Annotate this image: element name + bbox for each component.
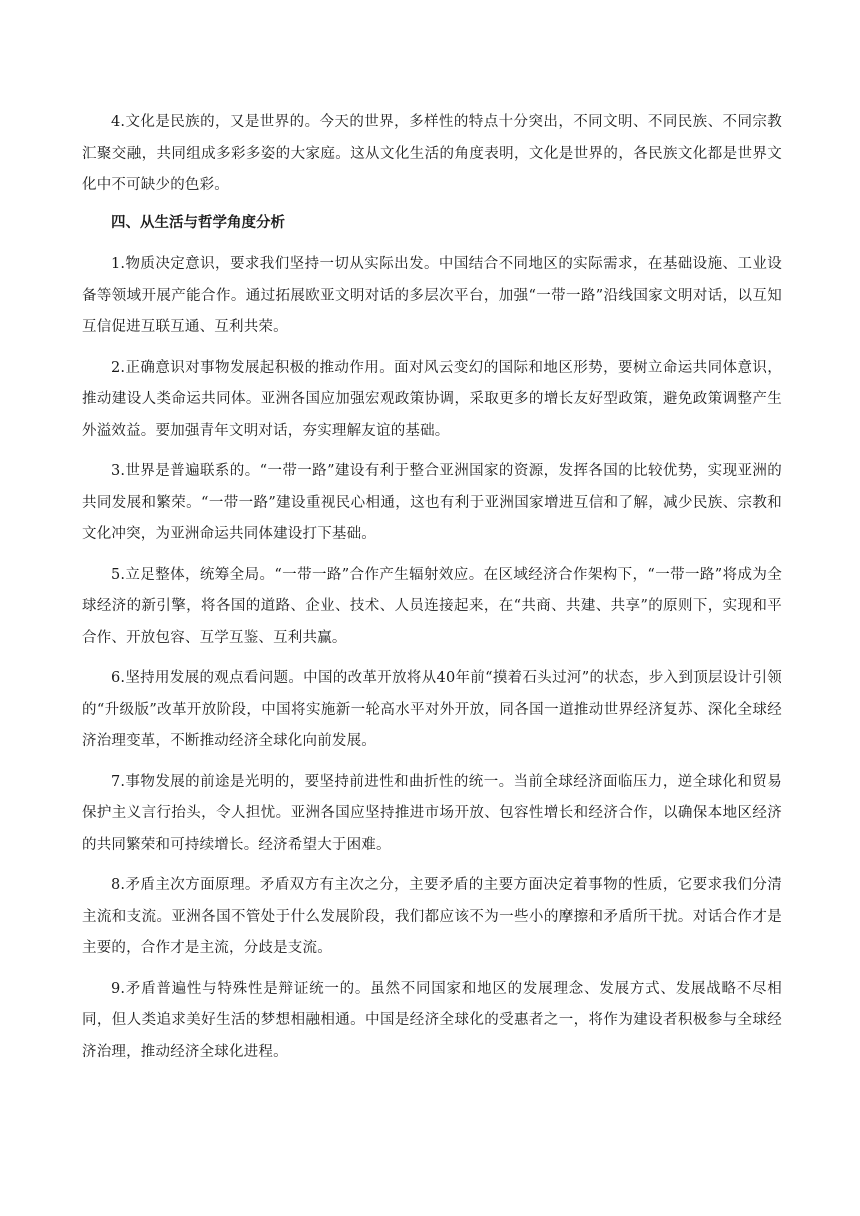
paragraph-5: 5.立足整体，统筹全局。“一带一路”合作产生辐射效应。在区域经济合作架构下，“一带一路”将成为全球经济的新引擎，将各国的道路、企业、技术、人员连接起来，在“共商、共建、共享”的原则下，实现和平合作、开放包容、互学互鉴、互利共赢。 [82, 566, 782, 646]
paragraph-culture: 4.文化是民族的，又是世界的。今天的世界，多样性的特点十分突出，不同文明、不同民族、不同宗教汇聚交融，共同组成多彩多姿的大家庭。这从文化生活的角度表明，文化是世界的，各民族文化都是世界文化中不可缺少的色彩。 [82, 114, 782, 193]
section-heading: 四、从生活与哲学角度分析 [111, 214, 285, 231]
paragraph-8: 8.矛盾主次方面原理。矛盾双方有主次之分，主要矛盾的主要方面决定着事物的性质，它要求我们分清主流和支流。亚洲各国不管处于什么发展阶段，我们都应该不为一些小的摩擦和矛盾所干扰。对话合作才是主要的，合作才是主流，分歧是支流。 [82, 877, 782, 956]
paragraph-6: 6.坚持用发展的观点看问题。中国的改革开放将从40年前“摸着石头过河”的状态，步入到顶层设计引领的“升级版”改革开放阶段，中国将实施新一轮高水平对外开放，同各国一道推动世界经济复苏、深化全球经济治理变革，不断推动经济全球化向前发展。 [82, 670, 782, 749]
paragraph-9: 9.矛盾普遍性与特殊性是辩证统一的。虽然不同国家和地区的发展理念、发展方式、发展战略不尽相同，但人类追求美好生活的梦想相融相通。中国是经济全球化的受惠者之一，将作为建设者积极参与全球经济治理，推动经济全球化进程。 [82, 980, 782, 1060]
paragraph-1: 1.物质决定意识，要求我们坚持一切从实际出发。中国结合不同地区的实际需求，在基础设施、工业设备等领域开展产能合作。通过拓展欧亚文明对话的多层次平台，加强“一带一路”沿线国家文明对话，以互知互信促进互联互通、互利共荣。 [82, 256, 782, 335]
paragraph-3: 3.世界是普遍联系的。“一带一路”建设有利于整合亚洲国家的资源，发挥各国的比较优势，实现亚洲的共同发展和繁荣。“一带一路”建设重视民心相通，这也有利于亚洲国家增进互信和了解，减少民族、宗教和文化冲突，为亚洲命运共同体建设打下基础。 [82, 463, 782, 542]
paragraph-2: 2.正确意识对事物发展起积极的推动作用。面对风云变幻的国际和地区形势，要树立命运共同体意识，推动建设人类命运共同体。亚洲各国应加强宏观政策协调，采取更多的增长友好型政策，避免政策调整产生外溢效益。要加强青年文明对话，夯实理解友谊的基础。 [82, 359, 782, 439]
paragraph-7: 7.事物发展的前途是光明的，要坚持前进性和曲折性的统一。当前全球经济面临压力，逆全球化和贸易保护主义言行抬头，令人担忧。亚洲各国应坚持推进市场开放、包容性增长和经济合作，以确保本地区经济的共同繁荣和可持续增长。经济希望大于困难。 [82, 773, 782, 853]
